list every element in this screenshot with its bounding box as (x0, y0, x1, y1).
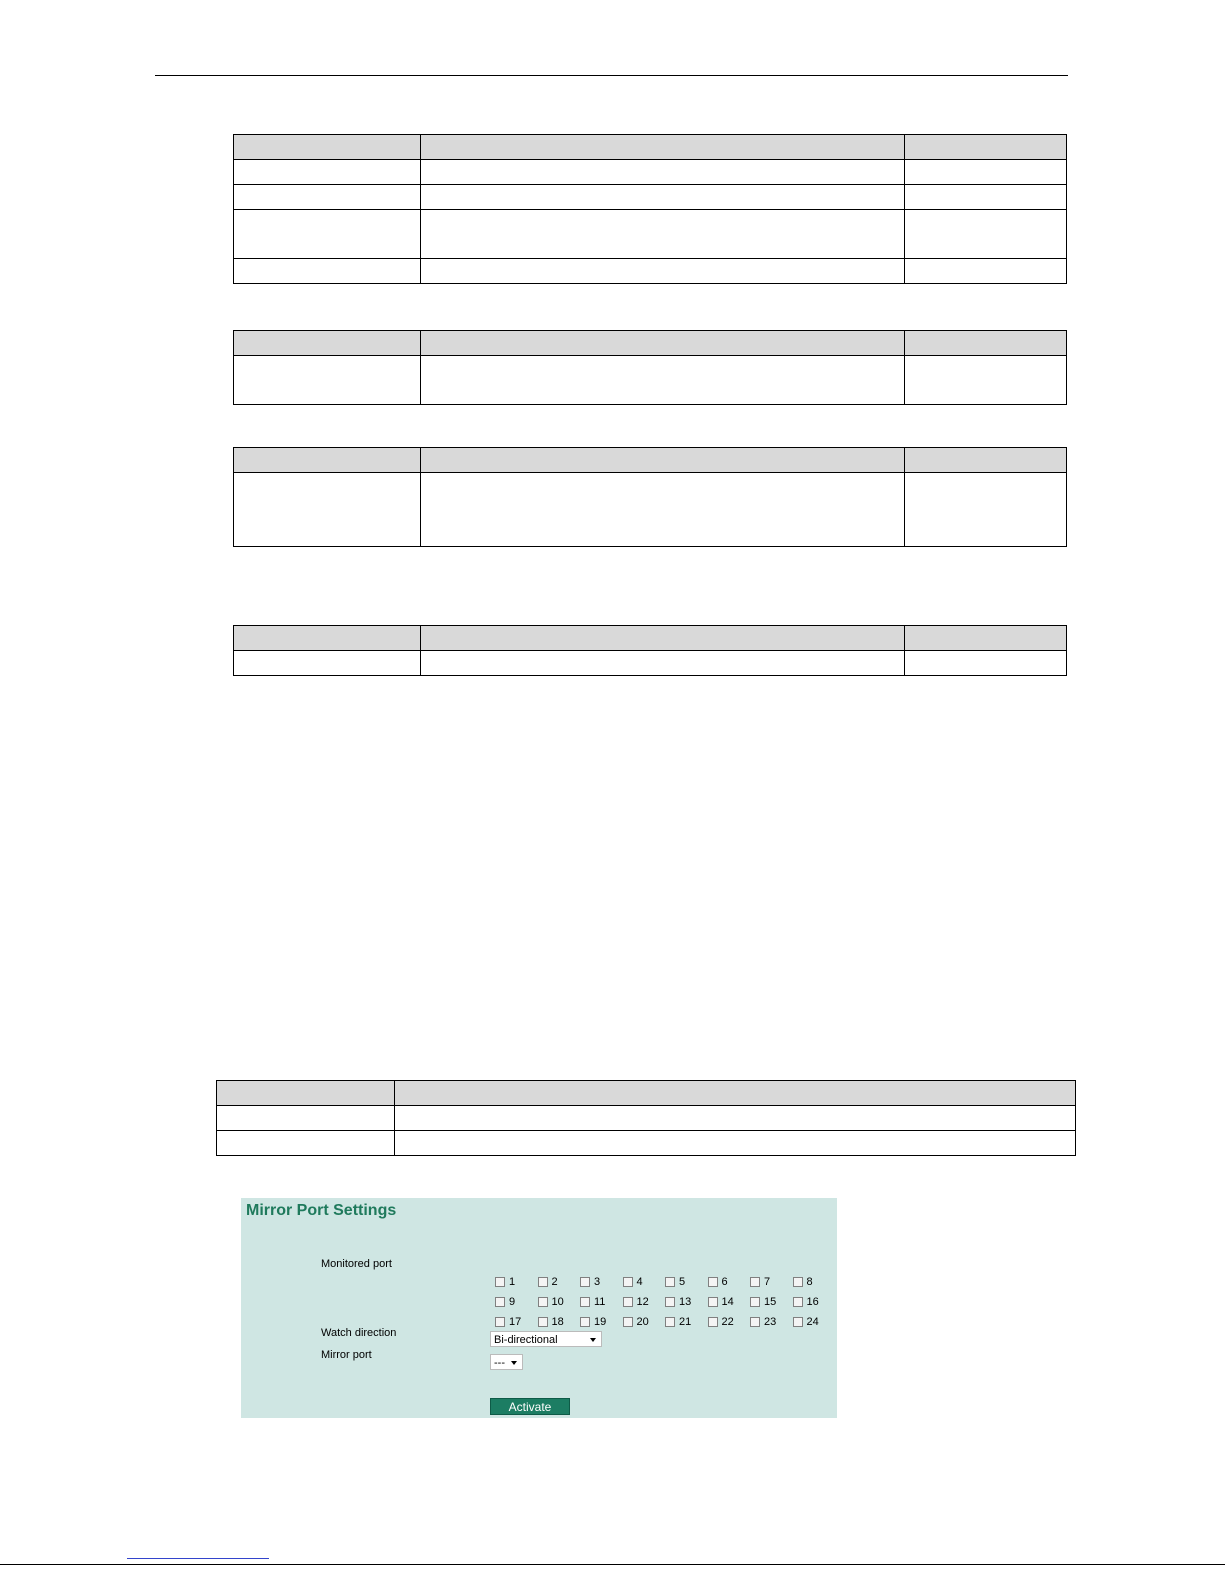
port-number: 2 (551, 1276, 558, 1288)
footer-link-underline[interactable] (127, 1558, 269, 1559)
settings-table-4 (233, 625, 1067, 676)
port-option[interactable] (495, 1276, 538, 1288)
port-number: 15 (764, 1296, 777, 1308)
chevron-down-icon (590, 1338, 596, 1342)
table-header-row (234, 448, 1067, 473)
port-number: 23 (764, 1316, 777, 1328)
monitored-port-label: Monitored port (321, 1258, 392, 1270)
port-checkbox[interactable] (623, 1317, 633, 1327)
port-option[interactable] (750, 1276, 793, 1288)
port-option[interactable] (538, 1316, 581, 1328)
port-number: 1 (509, 1276, 516, 1288)
port-checkbox[interactable] (538, 1297, 548, 1307)
table-row (217, 1131, 1076, 1156)
port-number: 8 (806, 1276, 813, 1288)
port-option[interactable] (708, 1296, 751, 1308)
port-number: 9 (509, 1296, 516, 1308)
mirror-port-value: --- (494, 1357, 505, 1369)
mirror-port-select[interactable] (490, 1354, 523, 1370)
settings-table-2 (233, 330, 1067, 405)
port-checkbox[interactable] (665, 1277, 675, 1287)
table-row (217, 1106, 1076, 1131)
port-option[interactable] (580, 1316, 623, 1328)
port-checkbox[interactable] (580, 1277, 590, 1287)
port-checkbox[interactable] (538, 1317, 548, 1327)
settings-table-1 (233, 134, 1067, 284)
port-option[interactable] (538, 1276, 581, 1288)
port-number: 24 (806, 1316, 819, 1328)
table-row (234, 210, 1067, 259)
settings-table-5 (216, 1080, 1076, 1156)
port-checkbox[interactable] (538, 1277, 548, 1287)
port-number: 17 (509, 1316, 522, 1328)
port-checkbox[interactable] (708, 1317, 718, 1327)
port-option[interactable] (580, 1296, 623, 1308)
port-option[interactable] (793, 1316, 836, 1328)
port-checkbox[interactable] (495, 1317, 505, 1327)
port-option[interactable] (623, 1296, 666, 1308)
port-checkbox[interactable] (495, 1277, 505, 1287)
port-checkbox[interactable] (750, 1277, 760, 1287)
port-checkbox[interactable] (708, 1297, 718, 1307)
port-checkbox[interactable] (580, 1317, 590, 1327)
table-header-row (234, 331, 1067, 356)
port-option[interactable] (665, 1316, 708, 1328)
port-option[interactable] (665, 1296, 708, 1308)
port-checkbox[interactable] (623, 1277, 633, 1287)
port-checkbox[interactable] (708, 1277, 718, 1287)
port-checkbox[interactable] (793, 1297, 803, 1307)
port-option[interactable] (750, 1316, 793, 1328)
port-option[interactable] (665, 1276, 708, 1288)
table-row (234, 185, 1067, 210)
port-checkbox[interactable] (750, 1297, 760, 1307)
watch-direction-value: Bi-directional (494, 1334, 558, 1346)
settings-table-3 (233, 447, 1067, 547)
port-checkbox[interactable] (495, 1297, 505, 1307)
port-number: 10 (551, 1296, 564, 1308)
port-number: 4 (636, 1276, 643, 1288)
port-checkbox[interactable] (793, 1317, 803, 1327)
mirror-port-settings-panel (241, 1198, 837, 1418)
port-number: 12 (636, 1296, 649, 1308)
port-option[interactable] (793, 1276, 836, 1288)
table-row (234, 651, 1067, 676)
table-row (234, 356, 1067, 405)
port-option[interactable] (708, 1316, 751, 1328)
port-row (495, 1272, 835, 1292)
port-number: 16 (806, 1296, 819, 1308)
watch-direction-select[interactable] (490, 1331, 602, 1347)
mirror-port-label: Mirror port (321, 1349, 372, 1361)
port-option[interactable] (623, 1276, 666, 1288)
port-number: 22 (721, 1316, 734, 1328)
port-number: 18 (551, 1316, 564, 1328)
port-checkbox[interactable] (793, 1277, 803, 1287)
activate-button[interactable]: Activate (490, 1398, 570, 1415)
port-option[interactable] (750, 1296, 793, 1308)
port-option[interactable] (580, 1276, 623, 1288)
port-number: 11 (594, 1296, 606, 1308)
port-number: 20 (636, 1316, 649, 1328)
table-row (234, 259, 1067, 284)
footer-rule (0, 1564, 1225, 1565)
watch-direction-label: Watch direction (321, 1327, 397, 1339)
header-rule (155, 75, 1068, 76)
port-checkbox[interactable] (580, 1297, 590, 1307)
port-number: 21 (679, 1316, 692, 1328)
port-number: 7 (764, 1276, 771, 1288)
monitored-port-checkboxes (495, 1272, 835, 1332)
port-option[interactable] (495, 1316, 538, 1328)
table-row (234, 473, 1067, 547)
port-number: 5 (679, 1276, 686, 1288)
port-checkbox[interactable] (750, 1317, 760, 1327)
port-option[interactable] (538, 1296, 581, 1308)
port-option[interactable] (495, 1296, 538, 1308)
port-number: 3 (594, 1276, 601, 1288)
chevron-down-icon (511, 1361, 517, 1365)
port-option[interactable] (793, 1296, 836, 1308)
table-header-row (217, 1081, 1076, 1106)
table-header-row (234, 135, 1067, 160)
port-checkbox[interactable] (665, 1317, 675, 1327)
table-row (234, 160, 1067, 185)
port-row (495, 1312, 835, 1332)
port-checkbox[interactable] (665, 1297, 675, 1307)
port-option[interactable] (708, 1276, 751, 1288)
panel-title: Mirror Port Settings (246, 1202, 397, 1219)
port-checkbox[interactable] (623, 1297, 633, 1307)
table-header-row (234, 626, 1067, 651)
port-option[interactable] (623, 1316, 666, 1328)
port-number: 19 (594, 1316, 607, 1328)
port-number: 6 (721, 1276, 728, 1288)
port-number: 14 (721, 1296, 734, 1308)
port-number: 13 (679, 1296, 692, 1308)
port-row (495, 1292, 835, 1312)
